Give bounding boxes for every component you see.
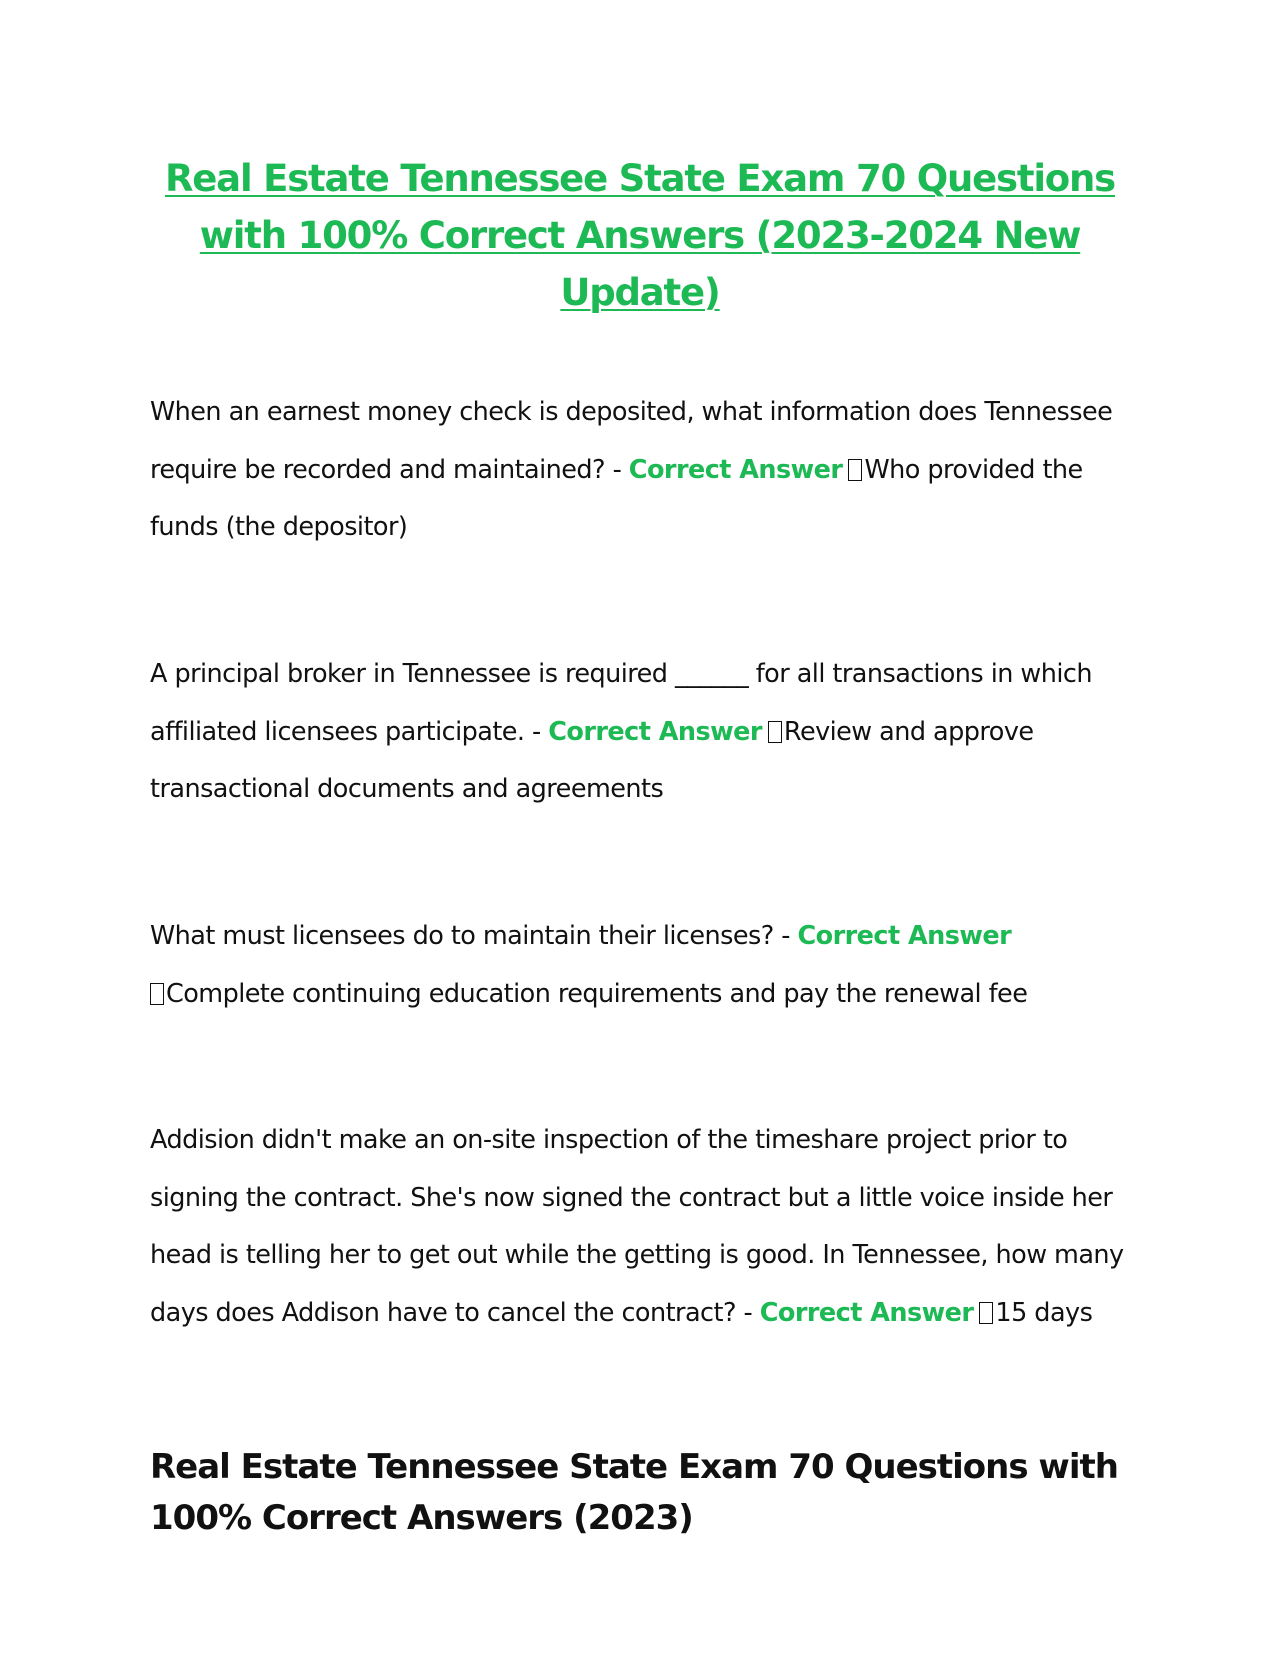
missing-glyph-icon	[848, 459, 862, 481]
answer-text: Who provided the funds (the depositor)	[150, 454, 1083, 542]
separator: -	[524, 716, 549, 747]
correct-answer-label: Correct Answer	[548, 716, 762, 747]
qa-item	[150, 646, 1140, 819]
question-text: What must licensees do to maintain their licenses?	[150, 921, 774, 951]
separator: -	[735, 1297, 760, 1328]
answer-text: 15 days	[995, 1297, 1093, 1328]
answer-text: Review and approve transactional documents and agreements	[150, 716, 1034, 804]
missing-glyph-icon	[150, 983, 164, 1005]
question-text: Addision didn't make an on-site inspection of the timeshare project prior to signing the contract. She's now signed the contract but a little voice inside her head is telling her to get out while the getting is good. In Tennessee, how many days does Addison have to cancel the contract?	[150, 1125, 1124, 1328]
question-text: A principal broker in Tennessee is required ______ for all transactions in which affiliated licensees participate.	[150, 659, 1092, 747]
correct-answer-label: Correct Answer	[759, 1297, 974, 1328]
qa-item	[150, 908, 1140, 1023]
separator: -	[773, 921, 798, 951]
answer-text: Complete continuing education requirements and pay the renewal fee	[166, 978, 1028, 1009]
correct-answer-label: Correct Answer	[628, 454, 843, 485]
separator: -	[605, 454, 629, 485]
question-text: When an earnest money check is deposited, what information does Tennessee require be recorded and maintained?	[150, 397, 1113, 485]
section-heading: Real Estate Tennessee State Exam 70 Questions with 100% Correct Answers (2023)	[150, 1447, 1118, 1538]
correct-answer-label: Correct Answer	[797, 921, 1012, 951]
missing-glyph-icon	[768, 721, 782, 743]
qa-item	[150, 1112, 1140, 1342]
missing-glyph-icon	[979, 1302, 993, 1324]
qa-item	[150, 384, 1140, 557]
document-title: Real Estate Tennessee State Exam 70 Questions with 100% Correct Answers (2023-2024 New Update)	[165, 157, 1115, 314]
